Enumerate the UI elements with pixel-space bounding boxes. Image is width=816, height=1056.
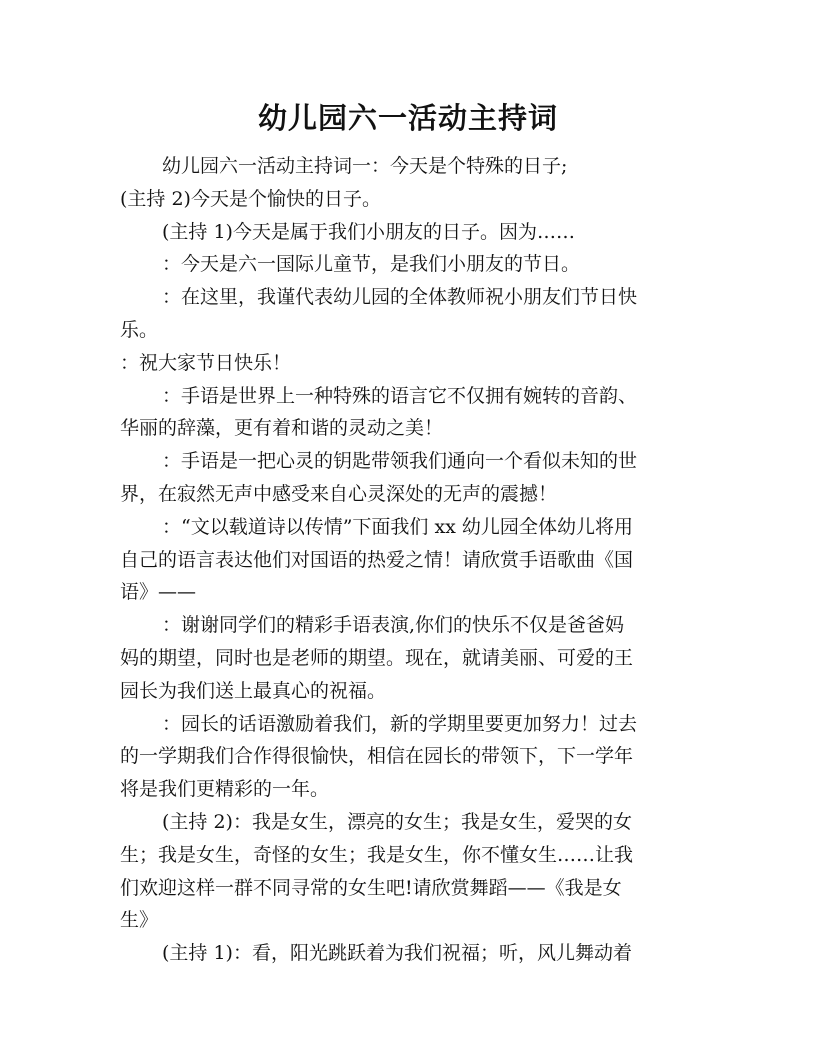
text-line: ：“文以载道诗以传情”下面我们 xx 幼儿园全体幼儿将用 [162, 515, 633, 538]
text-line: 园长为我们送上最真心的祝福。 [120, 679, 387, 702]
text-line: 华丽的辞藻，更有着和谐的灵动之美！ [120, 417, 444, 440]
text-line: 语》—— [120, 581, 197, 604]
text-line: 将是我们更精彩的一年。 [120, 778, 330, 801]
text-line: 妈的期望，同时也是老师的期望。现在，就请美丽、可爱的王 [120, 646, 634, 669]
text-line: 幼儿园六一活动主持词一：今天是个特殊的日子; [162, 155, 568, 177]
text-line: ：手语是一把心灵的钥匙带领我们通向一个看似未知的世 [162, 450, 638, 473]
text-line: ：今天是六一国际儿童节，是我们小朋友的节日。 [162, 253, 581, 276]
text-line: 界，在寂然无声中感受来自心灵深处的无声的震撼！ [120, 482, 558, 505]
text-line: (主持 2)：我是女生，漂亮的女生；我是女生，爱哭的女 [162, 810, 632, 833]
text-line: (主持 1)：看，阳光跳跃着为我们祝福；听，风儿舞动着 [162, 942, 632, 965]
document-title: 幼儿园六一活动主持词 [257, 101, 558, 135]
text-line: ：园长的话语激励着我们，新的学期里要更加努力！过去 [162, 712, 638, 735]
text-line: 生；我是女生，奇怪的女生；我是女生，你不懂女生……让我 [120, 843, 634, 866]
text-line: ：谢谢同学们的精彩手语表演,你们的快乐不仅是爸爸妈 [162, 614, 625, 637]
document-body [120, 150, 702, 970]
text-line: ：手语是世界上一种特殊的语言它不仅拥有婉转的音韵、 [162, 384, 638, 407]
text-line: ：在这里，我谨代表幼儿园的全体教师祝小朋友们节日快 [162, 286, 638, 309]
text-line: 乐。 [120, 318, 159, 341]
text-line: 自己的语言表达他们对国语的热爱之情！请欣赏手语歌曲《国 [120, 548, 634, 571]
text-line: ：祝大家节日快乐！ [120, 351, 292, 374]
text-line: 的一学期我们合作得很愉快，相信在园长的带领下，下一学年 [120, 745, 634, 768]
text-line: 们欢迎这样一群不同寻常的女生吧!请欣赏舞蹈——《我是女 [120, 876, 622, 899]
text-line: (主持 1)今天是属于我们小朋友的日子。因为…… [162, 220, 575, 243]
text-line: (主持 2)今天是个愉快的日子。 [120, 187, 381, 210]
text-line: 生》 [120, 909, 159, 932]
